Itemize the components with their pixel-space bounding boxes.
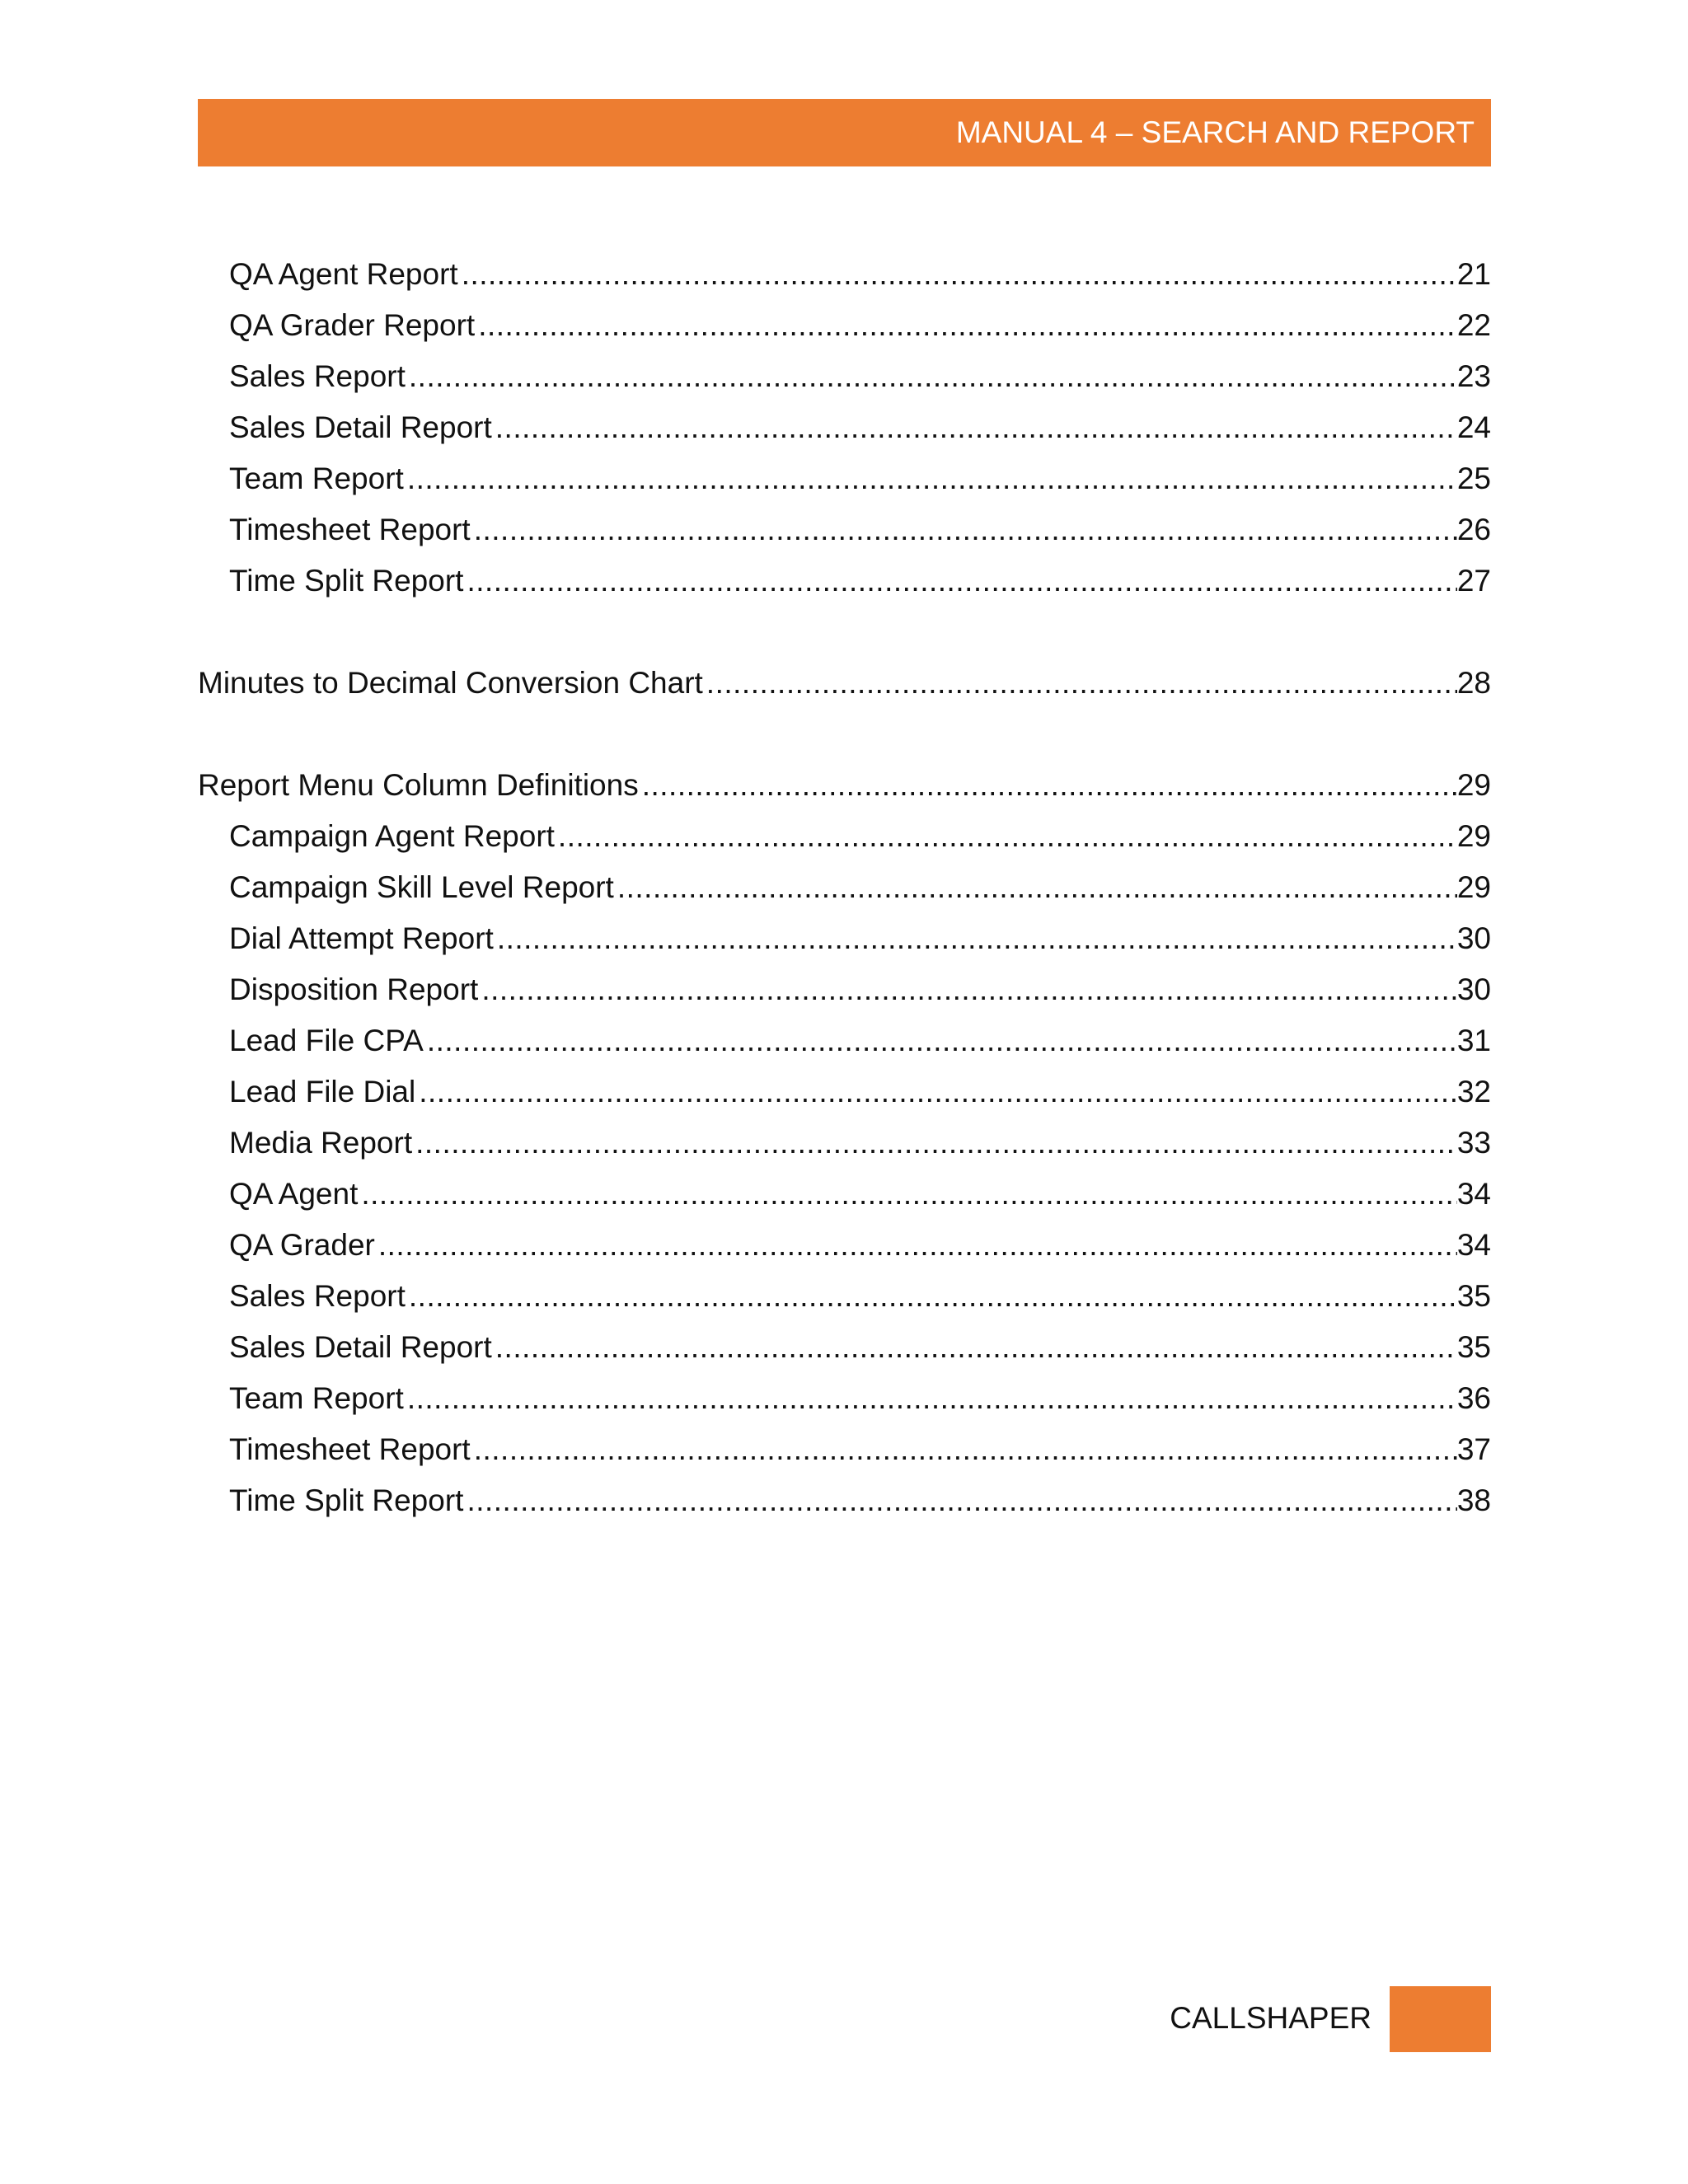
dot-leader [404,458,1457,499]
dot-leader [478,969,1457,1010]
dot-leader [358,1174,1456,1215]
toc-entry-page: 34 [1456,1228,1491,1262]
dot-leader [492,407,1457,448]
toc-entry-page: 38 [1456,1483,1491,1517]
toc-entry-label: Campaign Skill Level Report [229,870,614,904]
toc-entry-page: 35 [1456,1330,1491,1364]
toc-entry-label: Campaign Agent Report [229,819,555,853]
toc-entry-page: 35 [1456,1279,1491,1313]
toc-entry-page: 31 [1456,1024,1491,1057]
toc-entry-label: QA Grader Report [229,308,476,342]
dot-leader [471,509,1457,551]
toc-entry-page: 33 [1456,1126,1491,1160]
toc-entry-page: 25 [1456,462,1491,495]
toc-entry-sales-detail-report[interactable] [229,407,1491,448]
toc-entry-label: Lead File Dial [229,1075,416,1108]
toc-entry-label: Team Report [229,1381,404,1415]
toc-entry-campaign-agent-report[interactable] [229,816,1491,857]
toc-entry-page: 29 [1456,768,1491,802]
dot-leader [458,254,1457,295]
toc-entry-sales-report-2[interactable] [229,1276,1491,1317]
toc-entry-qa-agent[interactable] [229,1174,1491,1215]
toc-entry-label: QA Agent Report [229,257,458,291]
toc-entry-qa-agent-report[interactable] [229,254,1491,295]
footer-brand: CALLSHAPER [1170,2001,1372,2035]
toc-entry-label: Report Menu Column Definitions [198,768,639,802]
toc-entry-label: Minutes to Decimal Conversion Chart [198,666,703,700]
toc-entry-timesheet-report-2[interactable] [229,1429,1491,1470]
toc-entry-page: 30 [1456,921,1491,955]
toc-entry-label: QA Agent [229,1177,359,1211]
dot-leader [475,305,1457,346]
dot-leader [492,1327,1457,1368]
toc-entry-time-split-report[interactable] [229,560,1491,602]
footer-accent-box [1390,1986,1491,2052]
toc-entry-label: Lead File CPA [229,1024,424,1057]
toc-entry-label: Sales Detail Report [229,1330,492,1364]
dot-leader [555,816,1457,857]
toc-entry-qa-grader[interactable] [229,1225,1491,1266]
toc-entry-label: Sales Report [229,359,406,393]
header-band [198,99,1491,166]
dot-leader [703,663,1457,704]
toc-entry-page: 29 [1456,870,1491,904]
toc-entry-lead-file-cpa[interactable] [229,1020,1491,1062]
dot-leader [614,867,1457,908]
dot-leader [412,1122,1457,1164]
toc-entry-label: Timesheet Report [229,1432,471,1466]
toc-entry-page: 24 [1456,410,1491,444]
toc-entry-label: Sales Detail Report [229,410,492,444]
toc-entry-label: Timesheet Report [229,513,471,546]
dot-leader [375,1225,1457,1266]
dot-leader [471,1429,1457,1470]
toc-entry-label: Disposition Report [229,972,479,1006]
toc-entry-page: 28 [1456,666,1491,700]
toc-entry-minutes-to-decimal-conversion-chart[interactable] [198,663,1491,704]
toc-entry-page: 23 [1456,359,1491,393]
toc-entry-lead-file-dial[interactable] [229,1071,1491,1113]
toc-entry-qa-grader-report[interactable] [229,305,1491,346]
toc-entry-label: Media Report [229,1126,413,1160]
dot-leader [406,1276,1457,1317]
toc-entry-label: Time Split Report [229,1483,464,1517]
dot-leader [463,1480,1456,1521]
toc-entry-page: 21 [1456,257,1491,291]
dot-leader [404,1378,1457,1419]
dot-leader [406,356,1457,397]
toc-entry-page: 27 [1456,564,1491,598]
toc-entry-report-menu-column-definitions[interactable] [198,765,1491,806]
dot-leader [424,1020,1457,1062]
toc-entry-page: 29 [1456,819,1491,853]
toc-entry-timesheet-report[interactable] [229,509,1491,551]
toc-entry-page: 36 [1456,1381,1491,1415]
manual-title: MANUAL 4 – SEARCH AND REPORT [955,115,1475,149]
toc-entry-team-report[interactable] [229,458,1491,499]
toc-entry-media-report[interactable] [229,1122,1491,1164]
toc-entry-page: 32 [1456,1075,1491,1108]
dot-leader [494,918,1457,959]
toc-entry-label: Sales Report [229,1279,406,1313]
toc-entry-page: 22 [1456,308,1491,342]
toc-entry-label: Team Report [229,462,404,495]
toc-entry-label: Time Split Report [229,564,464,598]
toc-entry-team-report-2[interactable] [229,1378,1491,1419]
toc-entry-page: 37 [1456,1432,1491,1466]
toc-entry-time-split-report-2[interactable] [229,1480,1491,1521]
toc-entry-page: 30 [1456,972,1491,1006]
toc-entry-page: 26 [1456,513,1491,546]
dot-leader [463,560,1456,602]
toc-entry-disposition-report[interactable] [229,969,1491,1010]
toc-entry-sales-detail-report-2[interactable] [229,1327,1491,1368]
toc-entry-dial-attempt-report[interactable] [229,918,1491,959]
toc-entry-label: QA Grader [229,1228,375,1262]
dot-leader [415,1071,1457,1113]
toc-entry-campaign-skill-level-report[interactable] [229,867,1491,908]
dot-leader [639,765,1457,806]
toc-entry-sales-report[interactable] [229,356,1491,397]
toc-entry-label: Dial Attempt Report [229,921,494,955]
toc-entry-page: 34 [1456,1177,1491,1211]
